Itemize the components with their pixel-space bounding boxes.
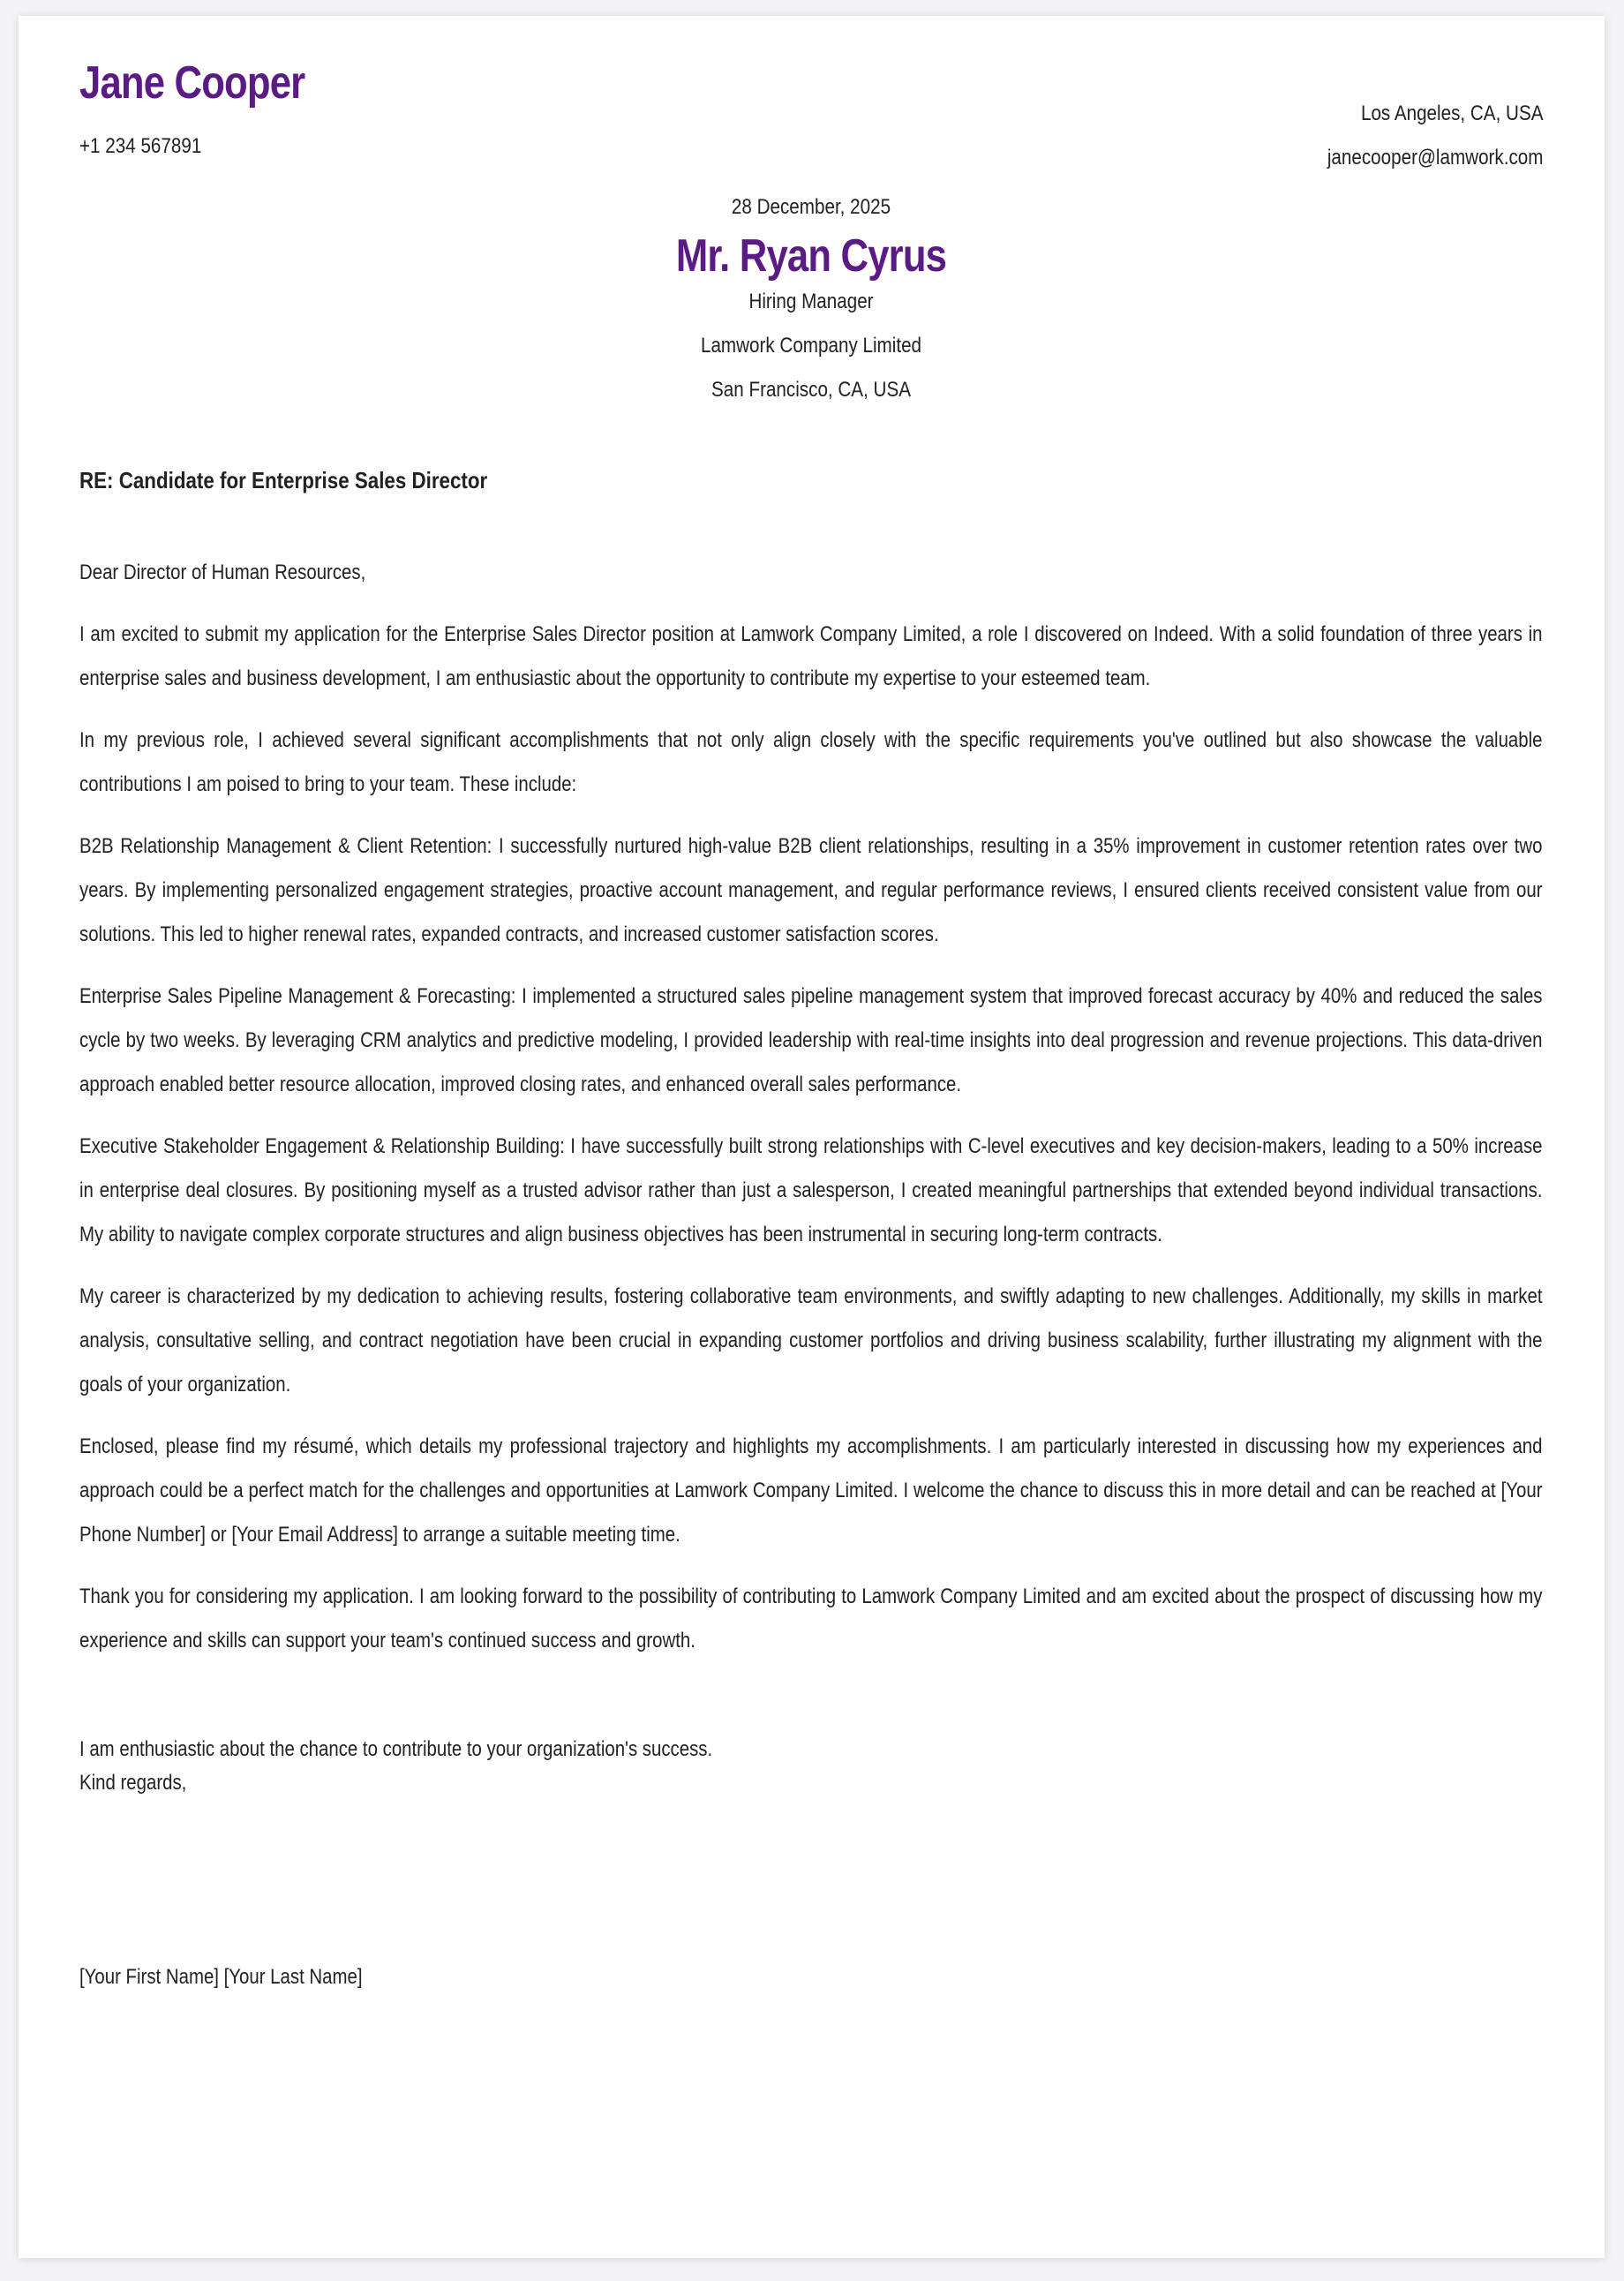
paragraph: My career is characterized by my dedication to achieving results, fostering collaborative team environments, and swiftly adapting to new challenges. Additionally, my skills in market analysis, consultative selling, and contract negotiation have been crucial in expanding customer portfolios and driving business scalability, further illustrating my alignment with the goals of your organization.	[79, 1284, 1543, 1396]
closing	[79, 1733, 1543, 1800]
closing-statement: I am enthusiastic about the chance to contribute to your organization's success.	[79, 1737, 713, 1761]
letter-date: 28 December, 2025	[731, 195, 891, 219]
paragraph: Enclosed, please find my résumé, which details my professional trajectory and highlights my accomplishments. I am particularly interested in discussing how my experiences and approach could be a perfect match for the challenges and opportunities at Lamwork Company Limited. I welcome the chance to discuss this in more detail and can be reached at [Your Phone Number] or [Your Email Address] to arrange a suitable meeting time.	[79, 1434, 1543, 1547]
sender-contact	[1292, 92, 1543, 180]
paragraph: I am excited to submit my application for the Enterprise Sales Director position at Lamwork Company Limited, a role I discovered on Indeed. With a solid foundation of three years in enterprise sales and business development, I am enthusiastic about the opportunity to contribute my expertise to your esteemed team.	[79, 622, 1543, 690]
recipient-block	[79, 185, 1543, 412]
recipient-title: Hiring Manager	[748, 290, 874, 313]
salutation: Dear Director of Human Resources,	[79, 561, 366, 584]
letter-body	[79, 551, 1543, 1994]
signature-name: [Your First Name] [Your Last Name]	[79, 1965, 363, 1989]
recipient-company: Lamwork Company Limited	[700, 334, 922, 358]
paragraph: In my previous role, I achieved several significant accomplishments that not only align closely with the specific requirements you've outlined but also showcase the valuable contributions I am poised to bring to your team. These include:	[79, 728, 1543, 796]
valediction: Kind regards,	[79, 1771, 187, 1795]
sender-email: janecooper@lamwork.com	[1327, 146, 1543, 169]
paragraph: B2B Relationship Management & Client Retention: I successfully nurtured high-value B2B client relationships, resulting in a 35% improvement in customer retention rates over two years. By implementing personalized engagement strategies, proactive account management, and regular performance reviews, I ensured clients received consistent value from our solutions. This led to higher renewal rates, expanded contracts, and increased customer satisfaction scores.	[79, 834, 1543, 946]
sender-phone: +1 234 567891	[79, 134, 202, 158]
recipient-location: San Francisco, CA, USA	[711, 378, 911, 402]
paragraph: Executive Stakeholder Engagement & Relationship Building: I have successfully built strong relationships with C-level executives and key decision-makers, leading to a 50% increase in enterprise deal closures. By positioning myself as a trusted advisor rather than just a salesperson, I created meaningful partnerships that extended beyond individual transactions. My ability to navigate complex corporate structures and align business objectives has been instrumental in securing long-term contracts.	[79, 1134, 1543, 1246]
letter-subject: RE: Candidate for Enterprise Sales Director	[79, 467, 488, 493]
letter-header	[79, 16, 1543, 169]
sender-location: Los Angeles, CA, USA	[1360, 102, 1543, 125]
letter-page	[19, 16, 1605, 2258]
sender-name: Jane Cooper	[79, 57, 305, 109]
recipient-name: Mr. Ryan Cyrus	[675, 230, 947, 282]
paragraph: Enterprise Sales Pipeline Management & Forecasting: I implemented a structured sales pipeline management system that improved forecast accuracy by 40% and reduced the sales cycle by two weeks. By leveraging CRM analytics and predictive modeling, I provided leadership with real-time insights into deal progression and revenue projections. This data-driven approach enabled better resource allocation, improved closing rates, and enhanced overall sales performance.	[79, 984, 1543, 1096]
paragraph: Thank you for considering my application. I am looking forward to the possibility of contributing to Lamwork Company Limited and am excited about the prospect of discussing how my experience and skills can support your team's continued success and growth.	[79, 1585, 1543, 1652]
